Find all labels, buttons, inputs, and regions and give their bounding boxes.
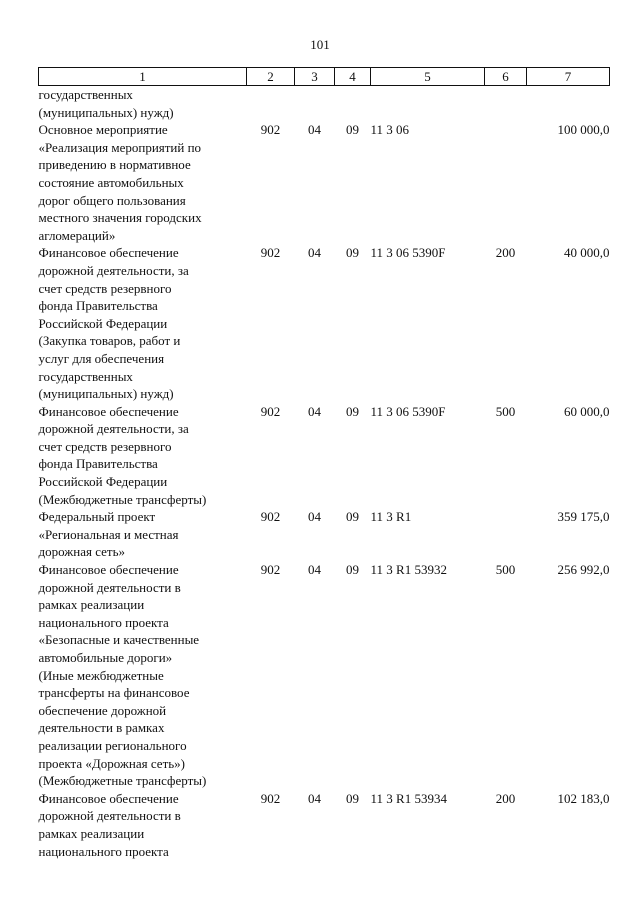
- name-line: «Реализация мероприятий по: [38, 139, 202, 155]
- name-line: национального проекта: [38, 614, 169, 630]
- cell-name: [39, 86, 247, 122]
- cell-subsection: 09: [346, 790, 359, 806]
- cell-department: 902: [260, 122, 281, 138]
- name-line: (муниципальных) нужд): [38, 104, 174, 120]
- name-line: фонда Правительства: [38, 298, 158, 314]
- cell-department: 902: [260, 562, 281, 578]
- name-line: проекта «Дорожная сеть»): [38, 755, 186, 771]
- name-line: государственных: [38, 87, 133, 102]
- cell-section: 04: [308, 245, 321, 261]
- column-header-3: 3: [295, 68, 335, 86]
- cell-expense-type: 500: [495, 403, 516, 419]
- table-row: [39, 508, 610, 561]
- cell-target-article: 11 3 06: [370, 122, 410, 138]
- cell-expense-type: [485, 508, 527, 561]
- column-header-1: 1: [39, 68, 247, 86]
- budget-table: [38, 67, 610, 860]
- cell-department: 902: [260, 509, 281, 525]
- cell-department: 902: [260, 790, 281, 806]
- name-line: обеспечение дорожной: [38, 702, 167, 718]
- cell-expense-type: 500: [495, 562, 516, 578]
- cell-name: [39, 561, 247, 790]
- name-line: автомобильные дороги»: [38, 650, 173, 665]
- name-line: (Закупка товаров, работ и: [38, 333, 181, 349]
- table-row: [39, 403, 610, 509]
- name-line: дорожной деятельности, за: [38, 421, 189, 437]
- cell-amount: 60 000,0: [564, 403, 610, 419]
- name-line: состояние автомобильных: [38, 174, 184, 190]
- cell-amount: 102 183,0: [557, 790, 610, 806]
- column-header-4: 4: [335, 68, 371, 86]
- name-line: фонда Правительства: [38, 456, 158, 472]
- cell-name: [39, 403, 247, 509]
- cell-amount: [527, 86, 610, 122]
- name-line: «Региональная и местная: [38, 526, 179, 542]
- name-line: счет средств резервного: [38, 280, 172, 296]
- cell-target-article: 11 3 R1: [370, 509, 412, 525]
- cell-target-article: 11 3 06 5390F: [370, 245, 446, 261]
- cell-department: [247, 86, 295, 122]
- cell-name: [39, 508, 247, 561]
- name-line: Финансовое обеспечение: [38, 790, 179, 806]
- name-line: местного значения городских: [38, 210, 202, 226]
- name-line: реализации регионального: [38, 737, 187, 753]
- column-header-2: 2: [247, 68, 295, 86]
- cell-section: 04: [308, 790, 321, 806]
- cell-subsection: 09: [346, 562, 359, 578]
- cell-target-article: [371, 86, 485, 122]
- name-line: рамках реализации: [38, 825, 145, 841]
- cell-subsection: 09: [346, 122, 359, 138]
- name-line: Российской Федерации: [38, 474, 168, 490]
- cell-subsection: [335, 86, 371, 122]
- cell-name: [39, 244, 247, 402]
- name-line: (муниципальных) нужд): [38, 386, 174, 402]
- name-line: деятельности в рамках: [38, 720, 165, 736]
- name-line: государственных: [38, 368, 133, 384]
- cell-section: 04: [308, 562, 321, 578]
- cell-expense-type: 200: [495, 245, 516, 261]
- cell-amount: 40 000,0: [564, 245, 610, 261]
- cell-target-article: 11 3 06 5390F: [370, 403, 446, 419]
- name-line: рамках реализации: [38, 597, 145, 613]
- cell-section: 04: [308, 509, 321, 525]
- cell-section: 04: [308, 403, 321, 419]
- name-line: счет средств резервного: [38, 438, 172, 454]
- name-line: дорожной деятельности в: [38, 808, 181, 824]
- name-line: дорожной деятельности, за: [38, 262, 189, 278]
- table-row: [39, 790, 610, 860]
- name-line: Финансовое обеспечение: [38, 245, 179, 261]
- cell-amount: 359 175,0: [557, 509, 610, 525]
- cell-amount: 256 992,0: [557, 562, 610, 578]
- cell-subsection: 09: [346, 509, 359, 525]
- cell-section: [295, 86, 335, 122]
- name-line: «Безопасные и качественные: [38, 632, 200, 648]
- name-line: Российской Федерации: [38, 315, 168, 331]
- column-header-5: 5: [371, 68, 485, 86]
- table-row: [39, 561, 610, 790]
- name-line: услуг для обеспечения: [38, 350, 165, 366]
- table-row: [39, 244, 610, 402]
- name-line: национального проекта: [38, 843, 169, 859]
- header-row: [39, 68, 610, 86]
- name-line: Федеральный проект: [38, 509, 156, 525]
- table-body: [39, 86, 610, 861]
- name-line: дорожной деятельности в: [38, 579, 181, 595]
- name-line: трансферты на финансовое: [38, 685, 190, 701]
- name-line: Финансовое обеспечение: [38, 403, 179, 419]
- cell-expense-type: 200: [495, 790, 516, 806]
- name-line: Финансовое обеспечение: [38, 562, 179, 578]
- name-line: приведению в нормативное: [38, 157, 191, 173]
- cell-expense-type: [485, 121, 527, 244]
- cell-subsection: 09: [346, 403, 359, 419]
- name-line: (Иные межбюджетные: [38, 667, 164, 683]
- cell-name: [39, 121, 247, 244]
- cell-department: 902: [260, 403, 281, 419]
- cell-department: 902: [260, 245, 281, 261]
- cell-subsection: 09: [346, 245, 359, 261]
- name-line: (Межбюджетные трансферты): [38, 773, 207, 789]
- cell-name: [39, 790, 247, 860]
- cell-expense-type: [485, 86, 527, 122]
- column-header-6: 6: [485, 68, 527, 86]
- name-line: дорог общего пользования: [38, 192, 186, 208]
- column-header-7: 7: [527, 68, 610, 86]
- name-line: Основное мероприятие: [38, 122, 168, 138]
- name-line: (Межбюджетные трансферты): [38, 491, 207, 507]
- name-line: агломераций»: [38, 227, 116, 243]
- cell-target-article: 11 3 R1 53934: [370, 790, 447, 806]
- page-number: 101: [310, 37, 330, 52]
- cell-amount: 100 000,0: [557, 122, 610, 138]
- table-row: [39, 86, 610, 122]
- cell-section: 04: [308, 122, 321, 138]
- cell-target-article: 11 3 R1 53932: [370, 562, 447, 578]
- name-line: дорожная сеть»: [38, 544, 126, 560]
- table-row: [39, 121, 610, 244]
